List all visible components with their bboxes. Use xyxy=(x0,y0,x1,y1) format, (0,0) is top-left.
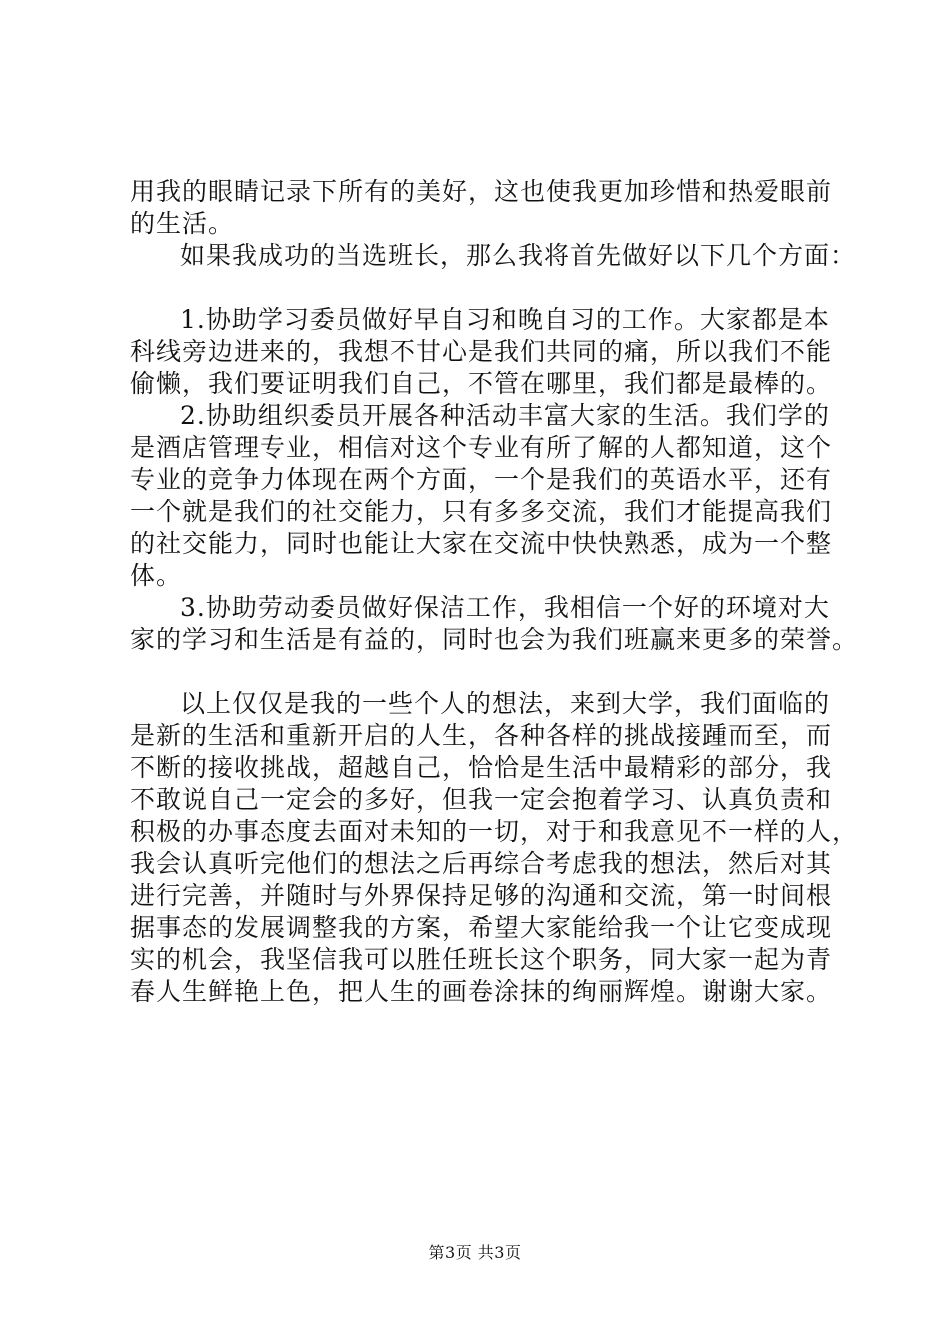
text-line: 据事态的发展调整我的方案，希望大家能给我一个让它变成现 xyxy=(130,913,833,942)
text-line: 春人生鲜艳上色，把人生的画卷涂抹的绚丽辉煌。谢谢大家。 xyxy=(130,977,833,1006)
text-line: 的生活。 xyxy=(130,209,235,238)
text-line: 不断的接收挑战，超越自己，恰恰是生活中最精彩的部分，我 xyxy=(130,753,833,782)
text-line: 实的机会，我坚信我可以胜任班长这个职务，同大家一起为青 xyxy=(130,945,833,974)
text-line: 进行完善，并随时与外界保持足够的沟通和交流，第一时间根 xyxy=(130,881,833,910)
paragraph-conclusion-line: 以上仅仅是我的一些个人的想法，来到大学，我们面临的 xyxy=(180,689,831,718)
text-line: 科线旁边进来的，我想不甘心是我们共同的痛，所以我们不能 xyxy=(130,337,833,366)
list-item-3-line: 3.协助劳动委员做好保洁工作，我相信一个好的环境对大 xyxy=(180,593,830,622)
page-number-label: 第3页 共3页 xyxy=(428,1243,522,1262)
document-body xyxy=(130,176,859,1008)
text-line: 偷懒，我们要证明我们自己，不管在哪里，我们都是最棒的。 xyxy=(130,369,833,398)
text-line: 我会认真听完他们的想法之后再综合考虑我的想法，然后对其 xyxy=(130,849,833,878)
text-line: 一个就是我们的社交能力，只有多多交流，我们才能提高我们 xyxy=(130,497,833,526)
text-line: 是酒店管理专业，相信对这个专业有所了解的人都知道，这个 xyxy=(130,433,833,462)
text-line: 不敢说自己一定会的多好，但我一定会抱着学习、认真负责和 xyxy=(130,785,833,814)
text-line: 专业的竞争力体现在两个方面，一个是我们的英语水平，还有 xyxy=(130,465,833,494)
text-line: 家的学习和生活是有益的，同时也会为我们班赢来更多的荣誉。 xyxy=(130,625,859,654)
text-line: 积极的办事态度去面对未知的一切，对于和我意见不一样的人， xyxy=(130,817,859,846)
paragraph-gap xyxy=(130,656,846,688)
text-line: 的社交能力，同时也能让大家在交流中快快熟悉，成为一个整 xyxy=(130,529,833,558)
page-footer xyxy=(0,1243,950,1263)
list-item-1-line: 1.协助学习委员做好早自习和晚自习的工作。大家都是本 xyxy=(180,305,830,334)
text-line: 体。 xyxy=(130,561,183,590)
text-line: 用我的眼睛记录下所有的美好，这也使我更加珍惜和热爱眼前 xyxy=(130,177,833,206)
paragraph-gap xyxy=(130,272,846,304)
list-item-2-line: 2.协助组织委员开展各种活动丰富大家的生活。我们学的 xyxy=(180,401,830,430)
paragraph-intro-line: 如果我成功的当选班长，那么我将首先做好以下几个方面： xyxy=(180,241,857,270)
text-line: 是新的生活和重新开启的人生，各种各样的挑战接踵而至，而 xyxy=(130,721,833,750)
